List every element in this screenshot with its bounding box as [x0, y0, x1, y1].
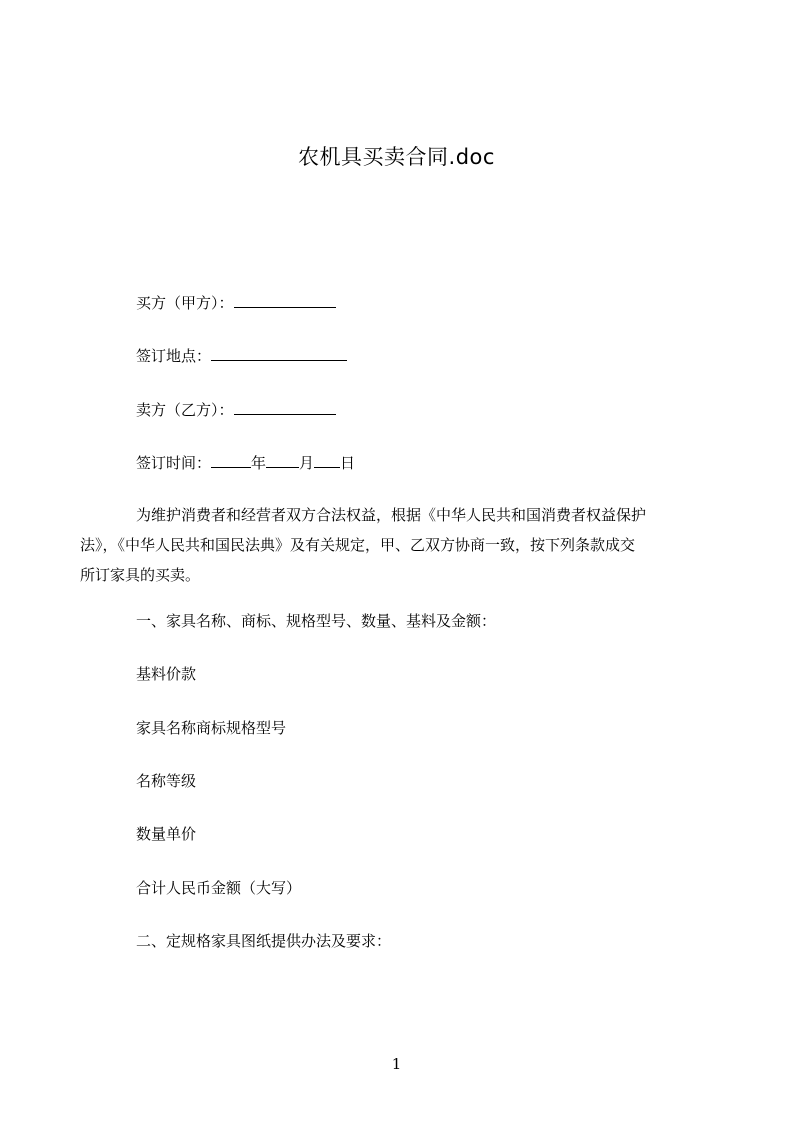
section-2-heading: 二、定规格家具图纸提供办法及要求：: [136, 932, 392, 950]
month-label: 月: [299, 454, 315, 472]
intro-paragraph: [80, 500, 711, 590]
year-blank[interactable]: [211, 452, 251, 468]
sign-place-line: [136, 345, 347, 366]
sign-place-blank[interactable]: [211, 345, 347, 361]
month-blank[interactable]: [266, 452, 299, 468]
sign-place-label: 签订地点：: [136, 347, 212, 365]
page-number: 1: [391, 1055, 402, 1073]
section-1-heading: 一、家具名称、商标、规格型号、数量、基料及金额：: [136, 612, 497, 630]
day-blank[interactable]: [314, 452, 340, 468]
year-label: 年: [251, 454, 267, 472]
intro-line-1: 为维护消费者和经营者双方合法权益，根据《中华人民共和国消费者权益保护: [136, 506, 647, 524]
day-label: 日: [340, 454, 356, 472]
item-name-grade: 名称等级: [136, 772, 197, 790]
item-total-amount: 合计人民币金额（大写）: [136, 879, 302, 897]
item-furniture-name: 家具名称商标规格型号: [136, 719, 287, 737]
buyer-line: [136, 292, 336, 313]
item-quantity-price: 数量单价: [136, 825, 197, 843]
intro-line-3: 所订家具的买卖。: [80, 566, 201, 584]
item-base-price: 基料价款: [136, 665, 197, 683]
seller-line: [136, 399, 336, 420]
seller-label: 卖方（乙方）：: [136, 401, 234, 419]
buyer-label: 买方（甲方）：: [136, 294, 234, 312]
intro-line-2: 法》，《中华人民共和国民法典》及有关规定，甲、乙双方协商一致，按下列条款成交: [80, 536, 636, 554]
document-title: 农机具买卖合同.doc: [298, 145, 495, 169]
sign-time-label: 签订时间：: [136, 454, 212, 472]
buyer-blank[interactable]: [234, 292, 336, 308]
seller-blank[interactable]: [234, 399, 336, 415]
sign-time-line: [136, 452, 355, 473]
